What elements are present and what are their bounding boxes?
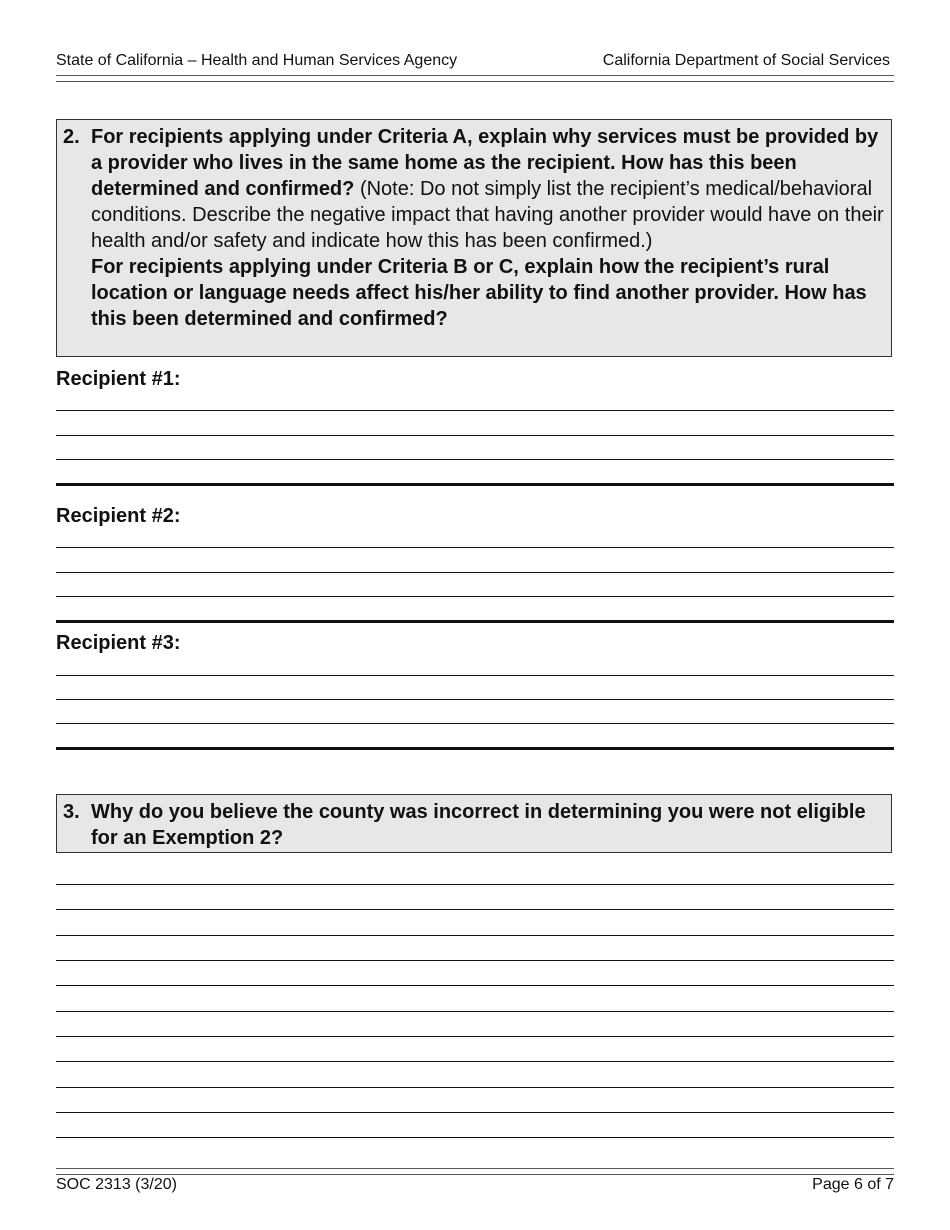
recipient-1-label: Recipient #1: bbox=[56, 368, 181, 390]
question-3-answer-line[interactable] bbox=[56, 960, 894, 961]
question-3-answer-line[interactable] bbox=[56, 1087, 894, 1088]
form-id: SOC 2313 (3/20) bbox=[56, 1176, 177, 1193]
question-3-answer-line[interactable] bbox=[56, 935, 894, 936]
question-3-answer-line[interactable] bbox=[56, 1112, 894, 1113]
recipient-1-divider bbox=[56, 483, 894, 486]
page-number: Page 6 of 7 bbox=[812, 1176, 894, 1193]
question-3-answer-line[interactable] bbox=[56, 1011, 894, 1012]
footer-rule bbox=[56, 1168, 894, 1175]
question-3-number: 3. bbox=[63, 801, 80, 823]
question-3-answer-line[interactable] bbox=[56, 1137, 894, 1138]
question-2-number: 2. bbox=[63, 126, 80, 148]
recipient-3-answer-line-1[interactable] bbox=[56, 675, 894, 676]
header-rule bbox=[56, 75, 894, 82]
recipient-3-divider bbox=[56, 747, 894, 750]
question-3-answer-line[interactable] bbox=[56, 1036, 894, 1037]
header-department: California Department of Social Services bbox=[602, 52, 890, 69]
recipient-2-answer-line-2[interactable] bbox=[56, 572, 894, 573]
question-3-answer-line[interactable] bbox=[56, 909, 894, 910]
recipient-3-answer-line-3[interactable] bbox=[56, 723, 894, 724]
recipient-2-answer-line-1[interactable] bbox=[56, 547, 894, 548]
question-3-answer-line[interactable] bbox=[56, 1061, 894, 1062]
question-3-box bbox=[56, 794, 892, 853]
header-agency: State of California – Health and Human Services Agency bbox=[56, 52, 458, 69]
recipient-2-divider bbox=[56, 620, 894, 623]
recipient-3-label: Recipient #3: bbox=[56, 632, 181, 654]
recipient-2-label: Recipient #2: bbox=[56, 505, 181, 527]
recipient-1-answer-line-3[interactable] bbox=[56, 459, 894, 460]
recipient-1-answer-line-1[interactable] bbox=[56, 410, 894, 411]
question-2-criteria-bc: For recipients applying under Criteria B or C, explain how the recipient’s rural location or language needs affect his/her ability to find another provider. How has this been determined and confirmed? bbox=[91, 256, 867, 330]
question-2-note: (Note: Do not simply list the recipient’s medical/behavioral conditions. Describe the negative impact that having another provider would have on their health and/or safety and indicate how this has been confirmed.) bbox=[91, 178, 884, 252]
recipient-1-answer-line-2[interactable] bbox=[56, 435, 894, 436]
question-3-answer-line[interactable] bbox=[56, 985, 894, 986]
recipient-2-answer-line-3[interactable] bbox=[56, 596, 894, 597]
question-2-box bbox=[56, 119, 892, 357]
question-3-answer-line[interactable] bbox=[56, 884, 894, 885]
recipient-3-answer-line-2[interactable] bbox=[56, 699, 894, 700]
question-3-text: Why do you believe the county was incorrect in determining you were not eligible for an Exemption 2? bbox=[91, 801, 866, 849]
question-2-criteria-a: For recipients applying under Criteria A, explain why services must be provided by a provider who lives in the same home as the recipient. How has this been determined and confirmed? bbox=[91, 126, 879, 200]
